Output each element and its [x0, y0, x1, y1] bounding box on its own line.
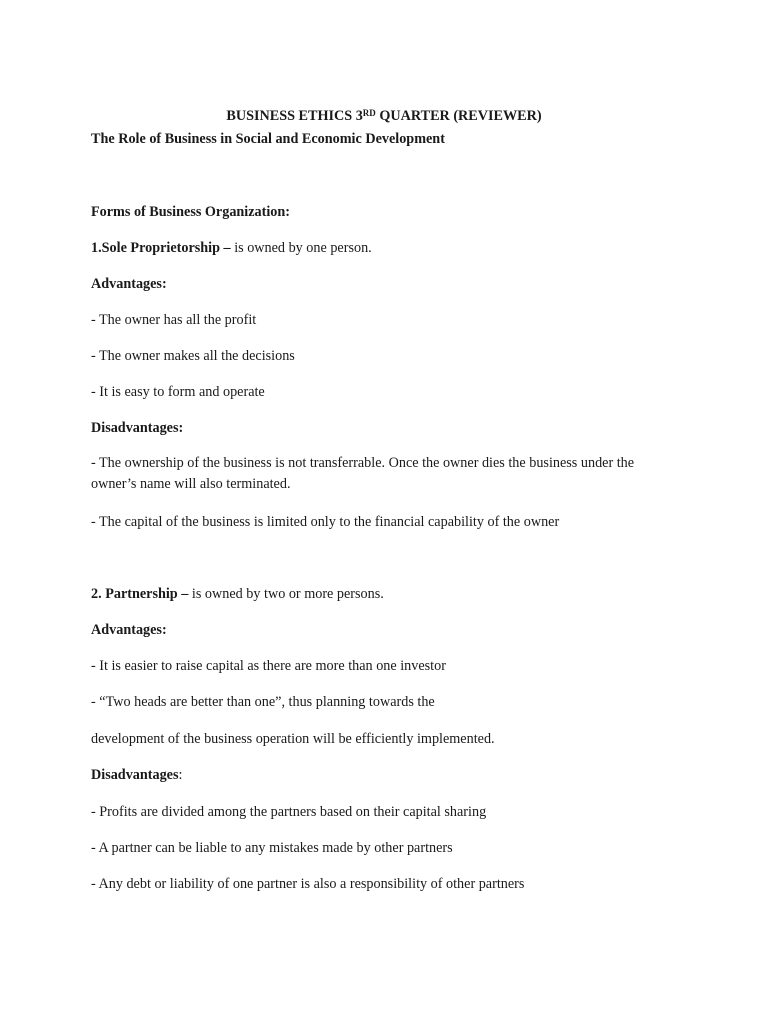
sole-advantage-item: - The owner has all the profit	[91, 312, 257, 328]
partnership-text: is owned by two or more persons.	[188, 586, 384, 602]
document-subtitle: The Role of Business in Social and Economic Development	[91, 131, 445, 147]
partnership-advantage-item: - It is easier to raise capital as there are more than one investor	[91, 658, 446, 674]
partnership-disadvantage-item: - Any debt or liability of one partner is also a responsibility of other partners	[91, 876, 525, 892]
partnership-disadvantages-colon: :	[178, 767, 183, 783]
title-prefix: BUSINESS ETHICS 3	[226, 108, 363, 124]
partnership-definition	[91, 587, 384, 601]
sole-advantage-item: - It is easy to form and operate	[91, 384, 265, 400]
sole-disadvantage-item: - The ownership of the business is not transferrable. Once the owner dies the business under the owner’s name will also terminated.	[91, 455, 635, 492]
partnership-disadvantages-label: Disadvantages	[91, 767, 179, 783]
partnership-advantage-item: - “Two heads are better than one”, thus planning towards the	[91, 694, 435, 710]
sole-proprietorship-term: 1.Sole Proprietorship –	[91, 240, 231, 256]
title-superscript: RD	[362, 108, 376, 118]
partnership-disadvantage-item: - Profits are divided among the partners based on their capital sharing	[91, 804, 487, 820]
partnership-advantages-heading: Advantages:	[91, 622, 167, 638]
sole-proprietorship-text: is owned by one person.	[230, 240, 372, 256]
sole-advantage-item: - The owner makes all the decisions	[91, 348, 295, 364]
sole-proprietorship-definition	[91, 241, 372, 255]
partnership-disadvantages-heading	[91, 768, 182, 782]
sole-disadvantage-item: - The capital of the business is limited only to the financial capability of the owner	[91, 514, 560, 530]
forms-heading: Forms of Business Organization:	[91, 204, 291, 220]
partnership-disadvantage-item: - A partner can be liable to any mistakes made by other partners	[91, 840, 453, 856]
partnership-advantage-item: development of the business operation will be efficiently implemented.	[91, 731, 495, 747]
document-title	[0, 109, 768, 123]
sole-advantages-heading: Advantages:	[91, 276, 167, 292]
title-suffix: QUARTER (REVIEWER)	[375, 108, 542, 124]
partnership-term: 2. Partnership –	[91, 586, 189, 602]
sole-disadvantages-heading: Disadvantages:	[91, 420, 184, 436]
